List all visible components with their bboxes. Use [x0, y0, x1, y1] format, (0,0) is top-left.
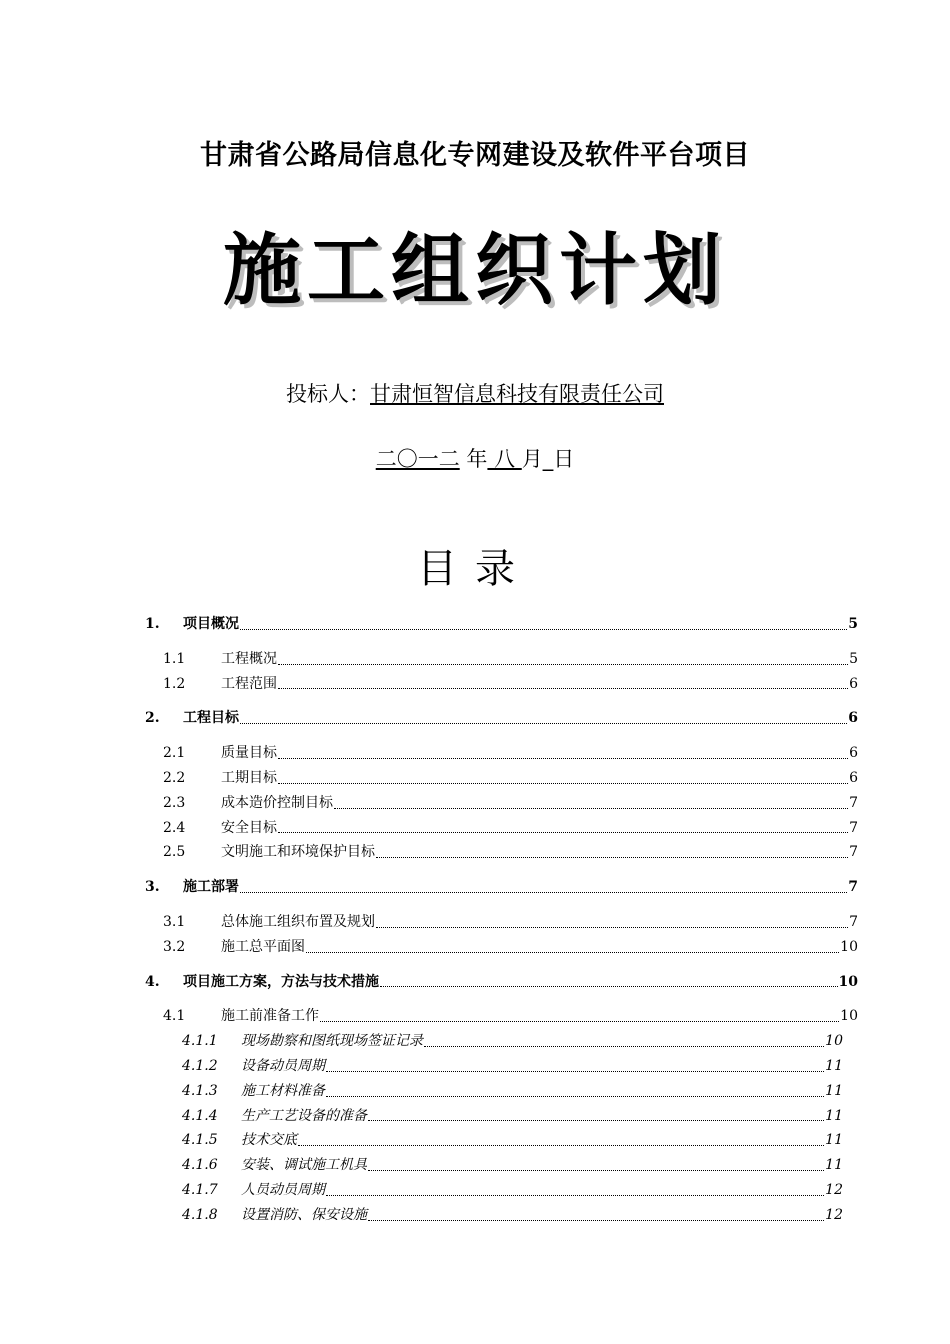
toc-entry-page: 10	[840, 938, 858, 955]
toc-entry-number: 4.1.1	[182, 1033, 218, 1050]
table-of-contents	[145, 602, 858, 1228]
toc-dot-leader	[298, 1145, 824, 1146]
toc-entry[interactable]	[145, 672, 858, 697]
toc-dot-leader	[368, 1220, 824, 1221]
toc-entry-page: 11	[825, 1157, 843, 1174]
toc-entry-title: 技术交底	[241, 1132, 297, 1149]
toc-dot-leader	[278, 688, 848, 689]
toc-entry[interactable]	[145, 1004, 858, 1029]
toc-entry-title: 施工部署	[183, 879, 239, 896]
toc-entry-title: 设置消防、保安设施	[241, 1206, 367, 1223]
toc-dot-leader	[278, 832, 848, 833]
toc-entry-page: 7	[849, 794, 858, 811]
toc-entry-page: 6	[848, 710, 858, 727]
toc-entry-page: 11	[825, 1057, 843, 1074]
toc-entry-number: 4.1.8	[182, 1206, 218, 1223]
bidder-line	[0, 378, 950, 408]
toc-entry[interactable]	[145, 840, 858, 865]
toc-dot-leader	[278, 758, 848, 759]
toc-entry-number: 4.	[145, 973, 160, 990]
toc-entry-page: 10	[838, 973, 858, 990]
toc-entry[interactable]	[145, 1079, 858, 1104]
date-year: 二〇一二	[375, 447, 460, 471]
toc-entry-number: 4.1.6	[182, 1157, 218, 1174]
toc-entry-number: 2.	[145, 710, 160, 727]
toc-entry-number: 2.2	[163, 769, 186, 786]
toc-dot-leader	[320, 1021, 839, 1022]
toc-entry-title: 总体施工组织布置及规划	[221, 913, 375, 930]
toc-entry-page: 7	[848, 879, 858, 896]
toc-entry[interactable]	[145, 647, 858, 672]
toc-entry-title: 安装、调试施工机具	[241, 1157, 367, 1174]
toc-entry-page: 10	[825, 1033, 843, 1050]
toc-entry[interactable]	[145, 741, 858, 766]
toc-dot-leader	[334, 808, 848, 809]
toc-entry-number: 3.1	[163, 913, 186, 930]
toc-dot-leader	[326, 1071, 824, 1072]
toc-entry-page: 12	[825, 1206, 843, 1223]
toc-entry-title: 成本造价控制目标	[221, 794, 333, 811]
toc-entry[interactable]	[145, 612, 858, 637]
toc-entry[interactable]	[145, 1203, 858, 1228]
toc-entry-title: 项目施工方案，方法与技术措施	[183, 973, 379, 990]
toc-entry-title: 人员动员周期	[241, 1181, 325, 1198]
toc-entry-number: 1.1	[163, 650, 186, 667]
toc-entry-title: 工程范围	[221, 675, 277, 692]
toc-entry-number: 2.5	[163, 844, 186, 861]
toc-dot-leader	[380, 986, 838, 987]
toc-entry-title: 文明施工和环境保护目标	[221, 844, 375, 861]
toc-dot-leader	[376, 857, 848, 858]
toc-entry-page: 7	[849, 819, 858, 836]
toc-entry-number: 4.1.2	[182, 1057, 218, 1074]
date-line	[0, 443, 950, 473]
toc-entry-title: 工程目标	[183, 710, 239, 727]
toc-dot-leader	[240, 723, 847, 724]
toc-entry-title: 施工材料准备	[241, 1082, 325, 1099]
toc-entry[interactable]	[145, 791, 858, 816]
toc-entry-title: 现场勘察和图纸现场签证记录	[241, 1033, 423, 1050]
toc-entry[interactable]	[145, 970, 858, 995]
toc-entry[interactable]	[145, 935, 858, 960]
toc-dot-leader	[278, 783, 848, 784]
toc-entry-number: 4.1.4	[182, 1107, 218, 1124]
toc-entry-number: 4.1.3	[182, 1082, 218, 1099]
bidder-company: 甘肃恒智信息科技有限责任公司	[370, 382, 664, 406]
toc-entry[interactable]	[145, 1029, 858, 1054]
toc-entry-number: 4.1.7	[182, 1181, 218, 1198]
toc-entry-title: 质量目标	[221, 745, 277, 762]
toc-entry[interactable]	[145, 1178, 858, 1203]
toc-dot-leader	[376, 927, 848, 928]
toc-dot-leader	[368, 1120, 824, 1121]
toc-entry-title: 项目概况	[183, 616, 239, 632]
toc-entry-title: 安全目标	[221, 819, 277, 836]
toc-entry[interactable]	[145, 1128, 858, 1153]
toc-dot-leader	[424, 1046, 824, 1047]
toc-entry-number: 1.2	[163, 675, 186, 692]
toc-entry-page: 5	[849, 650, 858, 667]
toc-dot-leader	[306, 952, 839, 953]
toc-entry-page: 6	[849, 769, 858, 786]
toc-entry[interactable]	[145, 910, 858, 935]
toc-entry-page: 7	[849, 913, 858, 930]
date-month-suffix: 月	[521, 447, 543, 471]
toc-entry-page: 12	[825, 1181, 843, 1198]
toc-entry-page: 11	[825, 1107, 843, 1124]
toc-entry-page: 11	[825, 1132, 843, 1149]
toc-entry-page: 11	[825, 1082, 843, 1099]
toc-entry-page: 7	[849, 844, 858, 861]
toc-dot-leader	[240, 629, 847, 630]
toc-entry[interactable]	[145, 1153, 858, 1178]
toc-dot-leader	[278, 664, 848, 665]
toc-entry-title: 生产工艺设备的准备	[241, 1107, 367, 1124]
page-title: 施工组织计划	[222, 225, 727, 316]
toc-entry[interactable]	[145, 816, 858, 841]
toc-entry[interactable]	[145, 1104, 858, 1129]
toc-dot-leader	[368, 1170, 824, 1171]
toc-dot-leader	[326, 1096, 824, 1097]
project-subtitle: 甘肃省公路局信息化专网建设及软件平台项目	[200, 140, 750, 171]
toc-entry-page: 6	[849, 675, 858, 692]
toc-entry[interactable]	[145, 1054, 858, 1079]
toc-entry-number: 3.2	[163, 938, 186, 955]
toc-dot-leader	[240, 892, 847, 893]
toc-entry-number: 2.1	[163, 745, 186, 762]
toc-entry-title: 施工前准备工作	[221, 1008, 319, 1025]
toc-entry-title: 工程概况	[221, 650, 277, 667]
toc-entry-title: 工期目标	[221, 769, 277, 786]
toc-entry-number: 2.3	[163, 794, 186, 811]
toc-entry-page: 5	[848, 616, 858, 632]
toc-heading: 目录	[417, 546, 533, 592]
toc-entry-number: 3.	[145, 879, 160, 896]
toc-entry[interactable]	[145, 706, 858, 731]
toc-entry-title: 设备动员周期	[241, 1057, 325, 1074]
date-day: _	[542, 447, 554, 471]
toc-entry-number: 4.1.5	[182, 1132, 218, 1149]
bidder-label: 投标人：	[286, 382, 370, 406]
toc-entry[interactable]	[145, 875, 858, 900]
toc-entry-number: 1.	[145, 616, 160, 632]
date-day-suffix: 日	[553, 447, 575, 471]
toc-dot-leader	[326, 1195, 824, 1196]
toc-entry[interactable]	[145, 766, 858, 791]
date-month: 八	[487, 447, 522, 471]
toc-entry-page: 10	[840, 1008, 858, 1025]
toc-entry-page: 6	[849, 745, 858, 762]
toc-entry-title: 施工总平面图	[221, 938, 305, 955]
toc-entry-number: 2.4	[163, 819, 186, 836]
date-year-suffix: 年	[459, 447, 488, 471]
toc-entry-number: 4.1	[163, 1008, 186, 1025]
